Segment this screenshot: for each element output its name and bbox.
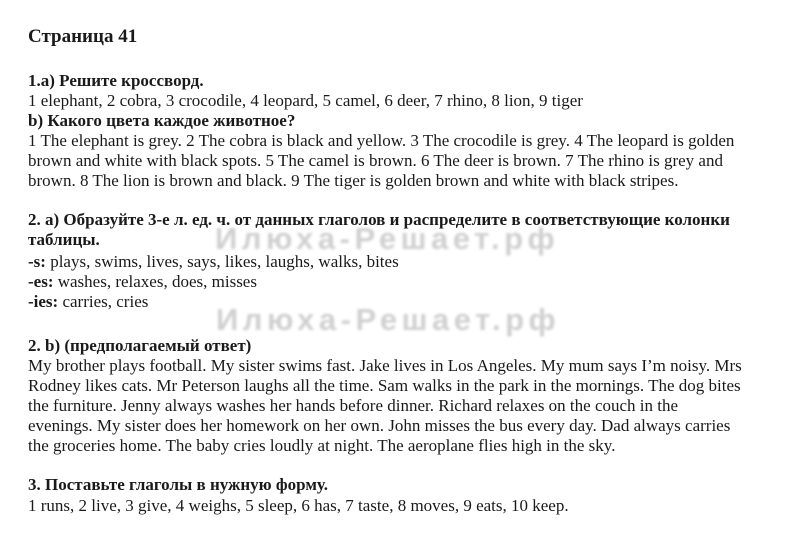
heading-line: таблицы.: [28, 230, 100, 249]
exercise-1b-answer: [28, 131, 734, 191]
exercise-2a-answer: [28, 252, 399, 312]
watermark-text: Илюха-Решает.рф: [215, 221, 560, 256]
exercise-1a-heading: 1.а) Решите кроссворд.: [28, 71, 204, 90]
exercise-1b-heading: b) Какого цвета каждое животное?: [28, 111, 296, 130]
answer-line: brown and white with black spots. 5 The camel is brown. 6 The deer is brown. 7 The rhino is grey and: [28, 151, 723, 170]
answer-line: the groceries home. The baby cries loudly at night. The aeroplane flies high in the sky.: [28, 436, 616, 455]
page-title: Страница 41: [28, 26, 138, 47]
watermark-text: Илюха-Решает.рф: [216, 302, 561, 337]
ending-es-verbs: washes, relaxes, does, misses: [53, 272, 257, 291]
exercise-1a-answer: 1 elephant, 2 cobra, 3 crocodile, 4 leopard, 5 camel, 6 deer, 7 rhino, 8 lion, 9 tiger: [28, 91, 583, 110]
ending-es-label: -es:: [28, 272, 54, 291]
exercise-2b-answer: [28, 356, 742, 456]
exercise-2b-heading: 2. b) (предполагаемый ответ): [28, 336, 252, 355]
heading-line: 2. а) Образуйте 3-е л. ед. ч. от данных глаголов и распределите в соответствующие колонки: [28, 210, 730, 229]
answer-line: My brother plays football. My sister swims fast. Jake lives in Los Angeles. My mum says I’m noisy. Mrs: [28, 356, 742, 375]
ending-es-row: [28, 272, 399, 292]
ending-s-verbs: plays, swims, lives, says, likes, laughs, walks, bites: [45, 252, 399, 271]
ending-ies-label: -ies:: [28, 292, 59, 311]
exercise-3-answer: 1 runs, 2 live, 3 give, 4 weighs, 5 sleep, 6 has, 7 taste, 8 moves, 9 eats, 10 keep.: [28, 496, 569, 515]
answer-line: brown. 8 The lion is brown and black. 9 The tiger is golden brown and white with black stripes.: [28, 171, 679, 190]
ending-ies-row: [28, 292, 399, 312]
answer-line: 1 The elephant is grey. 2 The cobra is black and yellow. 3 The crocodile is grey. 4 The leopard is golden: [28, 131, 735, 150]
answer-line: the furniture. Jenny always washes her hands before dinner. Richard relaxes on the couch in the: [28, 396, 679, 415]
ending-ies-verbs: carries, cries: [58, 292, 149, 311]
exercise-3-heading: 3. Поставьте глаголы в нужную форму.: [28, 475, 328, 494]
answer-line: evenings. My sister does her homework on her own. John misses the bus every day. Dad always carries: [28, 416, 731, 435]
ending-s-row: [28, 252, 399, 272]
exercise-2a-heading: [28, 210, 730, 250]
answer-line: Rodney likes cats. Mr Peterson laughs all the time. Sam walks in the park in the mornings. The dog bites: [28, 376, 741, 395]
ending-s-label: -s:: [28, 252, 46, 271]
